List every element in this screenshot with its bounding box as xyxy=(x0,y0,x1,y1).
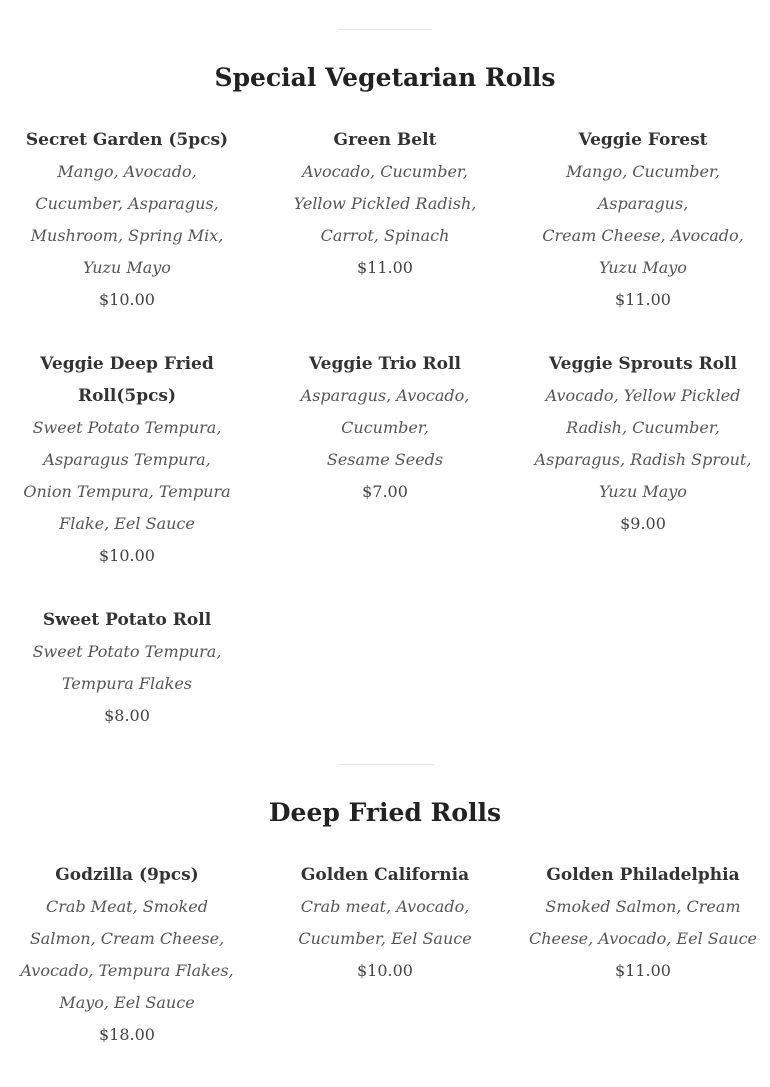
item-price: $11.00 xyxy=(615,290,671,309)
item-description: Mango, Cucumber, Asparagus, Cream Cheese, Avocado, Yuzu Mayo xyxy=(542,162,744,277)
menu-item-godzilla xyxy=(2,859,252,1051)
item-description: Sweet Potato Tempura, Tempura Flakes xyxy=(32,642,222,693)
item-description: Avocado, Cucumber, Yellow Pickled Radish, Carrot, Spinach xyxy=(293,162,477,245)
item-price: $10.00 xyxy=(99,546,155,565)
item-name: Green Belt xyxy=(333,130,437,150)
item-description: Smoked Salmon, Cream Cheese, Avocado, Eel Sauce xyxy=(528,897,758,948)
menu-item-veggie-deep-fried xyxy=(2,348,252,572)
item-name: Veggie Trio Roll xyxy=(309,354,461,374)
section-title-deep-fried: Deep Fried Rolls xyxy=(268,798,502,827)
menu-item-golden-philadelphia xyxy=(513,859,770,987)
item-description: Mango, Avocado, Cucumber, Asparagus, Mushroom, Spring Mix, Yuzu Mayo xyxy=(30,162,224,277)
item-name: Godzilla (9pcs) xyxy=(55,865,199,885)
item-name: Sweet Potato Roll xyxy=(42,610,212,630)
item-description: Asparagus, Avocado, Cucumber, Sesame Seeds xyxy=(300,386,470,469)
item-price: $11.00 xyxy=(357,258,413,277)
item-description: Crab Meat, Smoked Salmon, Cream Cheese, Avocado, Tempura Flakes, Mayo, Eel Sauce xyxy=(20,897,234,1012)
item-price: $8.00 xyxy=(104,706,150,725)
item-price: $10.00 xyxy=(99,290,155,309)
menu-item-veggie-forest xyxy=(518,124,768,316)
item-name: Secret Garden (5pcs) xyxy=(25,130,229,150)
item-description: Avocado, Yellow Pickled Radish, Cucumber, Asparagus, Radish Sprout, Yuzu Mayo xyxy=(534,386,752,501)
section-title-vegetarian: Special Vegetarian Rolls xyxy=(214,63,556,92)
item-price: $11.00 xyxy=(615,961,671,980)
section-divider xyxy=(338,764,434,765)
menu-item-sweet-potato xyxy=(2,604,252,732)
menu-item-veggie-trio xyxy=(260,348,510,508)
item-name: Golden Philadelphia xyxy=(546,865,740,885)
item-name: Veggie Deep Fried Roll(5pcs) xyxy=(40,354,214,406)
item-price: $10.00 xyxy=(357,961,413,980)
item-price: $9.00 xyxy=(620,514,666,533)
item-price: $18.00 xyxy=(99,1025,155,1044)
menu-item-green-belt xyxy=(260,124,510,284)
item-name: Veggie Forest xyxy=(578,130,708,150)
item-name: Golden California xyxy=(300,865,470,885)
menu-item-veggie-sprouts xyxy=(518,348,768,540)
item-description: Sweet Potato Tempura, Asparagus Tempura, Onion Tempura, Tempura Flake, Eel Sauce xyxy=(23,418,231,533)
section-divider xyxy=(338,29,432,30)
item-name: Veggie Sprouts Roll xyxy=(549,354,737,374)
menu-item-golden-california xyxy=(260,859,510,987)
item-price: $7.00 xyxy=(362,482,408,501)
menu-item-secret-garden xyxy=(2,124,252,316)
item-description: Crab meat, Avocado, Cucumber, Eel Sauce xyxy=(298,897,472,948)
